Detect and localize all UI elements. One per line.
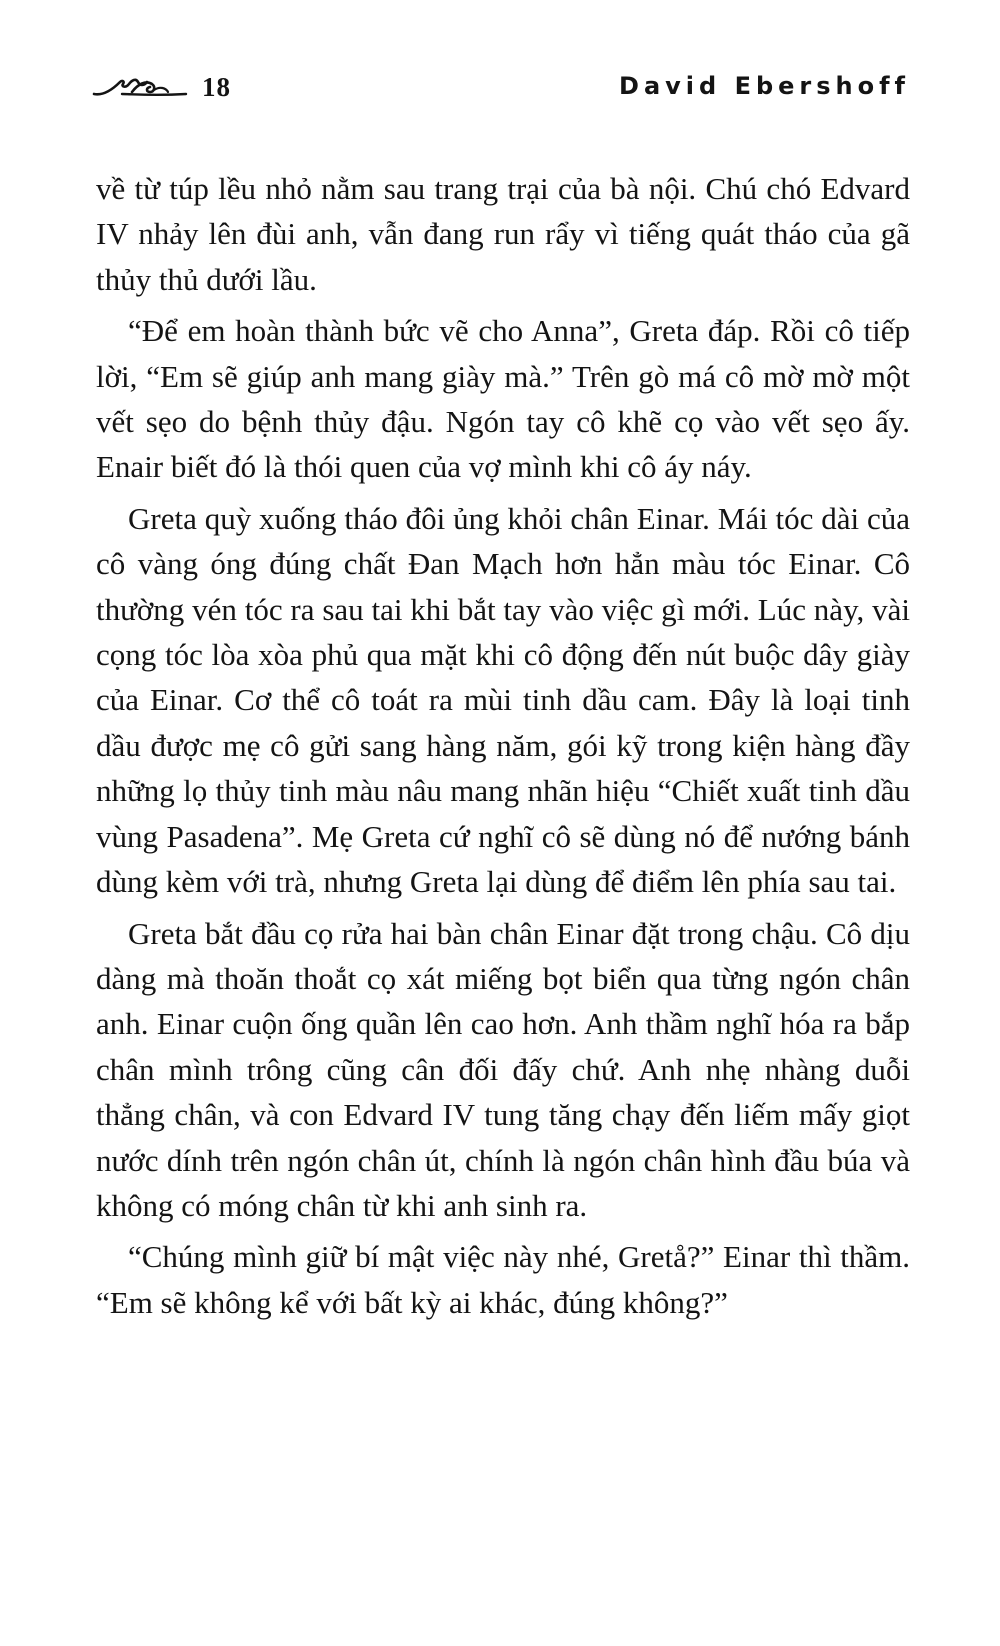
paragraph: “Để em hoàn thành bức vẽ cho Anna”, Greta đáp. Rồi cô tiếp lời, “Em sẽ giúp anh mang giày mà.” Trên gò má cô mờ mờ một vết sẹo do bệnh thủy đậu. Ngón tay cô khẽ cọ vào vết sẹo ấy. Enair biết đó là thói quen của vợ mình khi cô áy náy. bbox=[96, 313, 910, 485]
page-number: 18 bbox=[202, 72, 231, 102]
body-text bbox=[96, 166, 910, 1331]
paragraph: “Chúng mình giữ bí mật việc này nhé, Gretå?” Einar thì thầm. “Em sẽ không kể với bất kỳ ai khác, đúng không?” bbox=[96, 1239, 910, 1320]
author-name: David Ebershoff bbox=[619, 72, 910, 100]
paragraph: Greta quỳ xuống tháo đôi ủng khỏi chân Einar. Mái tóc dài của cô vàng óng đúng chất Đan Mạch hơn hẳn màu tóc Einar. Cô thường vén tóc ra sau tai khi bắt tay vào việc gì mới. Lúc này, vài cọng tóc lòa xòa phủ qua mặt khi cô động đến nút buộc dây giày của Einar. Cơ thể cô toát ra mùi tinh dầu cam. Đây là loại tinh dầu được mẹ cô gửi sang hàng năm, gói kỹ trong kiện hàng đầy những lọ thủy tinh màu nâu mang nhãn hiệu “Chiết xuất tinh dầu vùng Pasadena”. Mẹ Greta cứ nghĩ cô sẽ dùng nó để nướng bánh dùng kèm với trà, nhưng Greta lại dùng để điểm lên phía sau tai. bbox=[96, 500, 910, 900]
running-header bbox=[92, 62, 910, 112]
paragraph: về từ túp lều nhỏ nằm sau trang trại của bà nội. Chú chó Edvard IV nhảy lên đùi anh, vẫn đang run rẩy vì tiếng quát tháo của gã thủy thủ dưới lầu. bbox=[96, 171, 910, 297]
paragraph: Greta bắt đầu cọ rửa hai bàn chân Einar đặt trong chậu. Cô dịu dàng mà thoăn thoắt cọ xát miếng bọt biển qua từng ngón chân anh. Einar cuộn ống quần lên cao hơn. Anh thầm nghĩ hóa ra bắp chân mình trông cũng cân đối đấy chứ. Anh nhẹ nhàng duỗi thẳng chân, và con Edvard IV tung tăng chạy đến liếm mấy giọt nước dính trên ngón chân út, chính là ngón chân hình đầu búa và không có móng chân từ khi anh sinh ra. bbox=[96, 915, 910, 1223]
flourish-icon bbox=[92, 70, 188, 100]
